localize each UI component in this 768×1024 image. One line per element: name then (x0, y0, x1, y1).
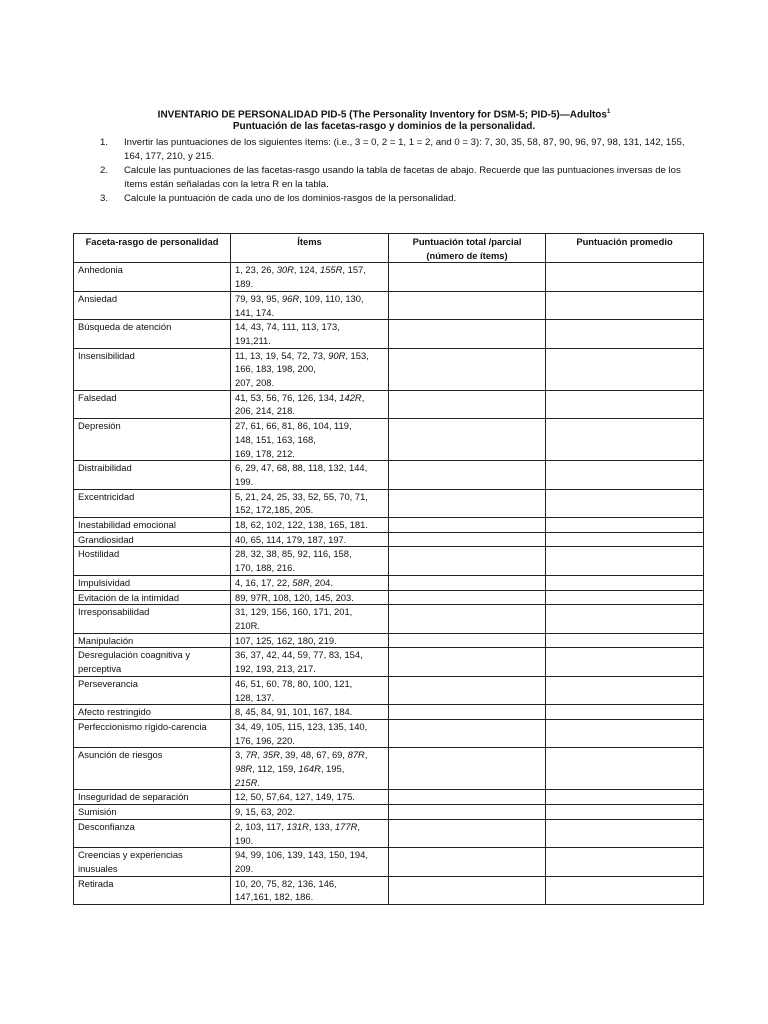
reverse-scored-item: 96R (281, 292, 300, 304)
items-cell: 6, 29, 47, 68, 88, 118, 132, 144, 199. (231, 461, 389, 489)
facet-name-cell: Ansiedad (74, 291, 231, 319)
items-cell: 9, 15, 63, 202. (231, 805, 389, 820)
total-score-cell[interactable] (389, 819, 546, 847)
items-cell: 27, 61, 66, 81, 86, 104, 119, 148, 151, 163, 168, 169, 178, 212. (231, 419, 389, 461)
reverse-scored-item: 58R (292, 576, 310, 588)
document-subtitle: Puntuación de las facetas-rasgo y dominios de la personalidad. (232, 121, 536, 132)
reverse-scored-item: 142R (339, 391, 362, 403)
average-score-cell[interactable] (546, 320, 704, 348)
facet-scoring-table (73, 233, 704, 905)
total-score-cell[interactable] (389, 518, 546, 533)
facet-name-cell: Grandiosidad (74, 532, 231, 547)
table-row (74, 390, 704, 418)
total-score-cell[interactable] (389, 790, 546, 805)
facet-name-cell: Afecto restringido (74, 705, 231, 720)
instruction-item: 1. Invertir las puntuaciones de los siguientes ítems: (i.e., 3 = 0, 2 = 1, 1 = 2, and 0 = 3): 7, 30, 35, 58, 87, 90, 96, 97, 98, 131, 142, 155, 164, 177, 210, y 215. (100, 137, 685, 162)
reverse-scored-item: 164R (298, 763, 321, 775)
table-row (74, 819, 704, 847)
header-average-score: Puntuación promedio (546, 234, 704, 263)
total-score-cell[interactable] (389, 419, 546, 461)
reverse-scored-item: 98R (235, 763, 253, 775)
facet-name-cell: Búsqueda de atención (74, 320, 231, 348)
total-score-cell[interactable] (389, 390, 546, 418)
total-score-cell[interactable] (389, 489, 546, 517)
table-row (74, 419, 704, 461)
facet-name-cell: Distraibilidad (74, 461, 231, 489)
table-row (74, 605, 704, 633)
instruction-item: 3. Calcule la puntuación de cada uno de los dominios-rasgos de la personalidad. (100, 193, 457, 204)
items-cell: 79, 93, 95, 96R, 109, 110, 130, 141, 174. (231, 291, 389, 319)
table-row (74, 676, 704, 704)
reverse-scored-item: 177R (334, 820, 358, 832)
total-score-cell[interactable] (389, 876, 546, 904)
facet-name-cell: Hostilidad (74, 547, 231, 575)
average-score-cell[interactable] (546, 605, 704, 633)
average-score-cell[interactable] (546, 461, 704, 489)
items-cell: 1, 23, 26, 30R, 124, 155R, 157, 189. (231, 263, 389, 291)
total-score-cell[interactable] (389, 461, 546, 489)
reverse-scored-item: 87R (347, 749, 365, 761)
average-score-cell[interactable] (546, 848, 704, 876)
table-row (74, 461, 704, 489)
table-row (74, 489, 704, 517)
total-score-cell[interactable] (389, 805, 546, 820)
average-score-cell[interactable] (546, 633, 704, 648)
average-score-cell[interactable] (546, 590, 704, 605)
items-cell: 4, 16, 17, 22, 58R, 204. (231, 575, 389, 590)
table-row (74, 547, 704, 575)
facet-name-cell: Creencias y experiencias inusuales (74, 848, 231, 876)
items-cell: 34, 49, 105, 115, 123, 135, 140, 176, 196, 220. (231, 719, 389, 747)
table-row (74, 633, 704, 648)
facet-name-cell: Falsedad (74, 390, 231, 418)
reverse-scored-item: 215R (235, 776, 258, 788)
average-score-cell[interactable] (546, 263, 704, 291)
total-score-cell[interactable] (389, 320, 546, 348)
items-cell: 31, 129, 156, 160, 171, 201, 210R. (231, 605, 389, 633)
facet-name-cell: Irresponsabilidad (74, 605, 231, 633)
average-score-cell[interactable] (546, 719, 704, 747)
table-row (74, 848, 704, 876)
facet-name-cell: Inseguridad de separación (74, 790, 231, 805)
facet-name-cell: Depresión (74, 419, 231, 461)
total-score-cell[interactable] (389, 748, 546, 790)
average-score-cell[interactable] (546, 575, 704, 590)
table-row (74, 291, 704, 319)
items-cell: 41, 53, 56, 76, 126, 134, 142R, 206, 214, 218. (231, 390, 389, 418)
total-score-cell[interactable] (389, 575, 546, 590)
items-cell: 11, 13, 19, 54, 72, 73, 90R, 153, 166, 183, 198, 200, 207, 208. (231, 348, 389, 390)
facet-name-cell: Desconfianza (74, 819, 231, 847)
facet-name-cell: Insensibilidad (74, 348, 231, 390)
average-score-cell[interactable] (546, 489, 704, 517)
table-row (74, 575, 704, 590)
average-score-cell[interactable] (546, 676, 704, 704)
facet-name-cell: Perfeccionismo rígido-carencia (74, 719, 231, 747)
table-row (74, 705, 704, 720)
header-total-score: Puntuación total /parcial (número de ítems) (389, 234, 546, 263)
items-cell: 36, 37, 42, 44, 59, 77, 83, 154, 192, 193, 213, 217. (231, 648, 389, 676)
table-header-row (74, 234, 704, 263)
reverse-scored-item: 35R (262, 749, 280, 761)
table-row (74, 263, 704, 291)
average-score-cell[interactable] (546, 419, 704, 461)
reverse-scored-item: 155R (319, 264, 343, 276)
document-title: INVENTARIO DE PERSONALIDAD PID-5 (The Personality Inventory for DSM-5; PID-5)—Adultos$^1$ (157, 109, 611, 121)
items-cell: 46, 51, 60, 78, 80, 100, 121, 128, 137. (231, 676, 389, 704)
items-cell: 107, 125, 162, 180, 219. (231, 633, 389, 648)
items-cell: 3, 7R, 35R, 39, 48, 67, 69, 87R, 98R, 112, 159, 164R, 195, 215R. (231, 748, 389, 790)
facet-name-cell: Impulsividad (74, 575, 231, 590)
facet-name-cell: Manipulación (74, 633, 231, 648)
items-cell: 5, 21, 24, 25, 33, 52, 55, 70, 71, 152, 172,185, 205. (231, 489, 389, 517)
average-score-cell[interactable] (546, 805, 704, 820)
facet-name-cell: Inestabilidad emocional (74, 518, 231, 533)
table-row (74, 748, 704, 790)
reverse-scored-item: 131R (286, 820, 309, 832)
header-facet: Faceta-rasgo de personalidad (74, 234, 231, 263)
average-score-cell[interactable] (546, 348, 704, 390)
instruction-item: 2. Calcule las puntuaciones de las facetas-rasgo usando la tabla de facetas de abajo. Recuerde que las puntuaciones inversas de los ítems están señaladas con la letra R en la tabla. (100, 165, 681, 190)
average-score-cell[interactable] (546, 291, 704, 319)
total-score-cell[interactable] (389, 633, 546, 648)
items-cell: 18, 62, 102, 122, 138, 165, 181. (231, 518, 389, 533)
items-cell: 14, 43, 74, 111, 113, 173, 191,211. (231, 320, 389, 348)
table-row (74, 876, 704, 904)
table-row (74, 348, 704, 390)
table-row (74, 805, 704, 820)
total-score-cell[interactable] (389, 291, 546, 319)
items-cell: 8, 45, 84, 91, 101, 167, 184. (231, 705, 389, 720)
table-row (74, 518, 704, 533)
title-footnote-marker: 1 (606, 109, 611, 115)
facet-name-cell: Perseverancia (74, 676, 231, 704)
table-row (74, 648, 704, 676)
table-row (74, 532, 704, 547)
facet-name-cell: Sumisión (74, 805, 231, 820)
average-score-cell[interactable] (546, 532, 704, 547)
table-body (74, 263, 704, 905)
items-cell: 10, 20, 75, 82, 136, 146, 147,161, 182, 186. (231, 876, 389, 904)
total-score-cell[interactable] (389, 648, 546, 676)
total-score-cell[interactable] (389, 719, 546, 747)
items-cell: 94, 99, 106, 139, 143, 150, 194, 209. (231, 848, 389, 876)
reverse-scored-item: 90R (328, 349, 346, 361)
average-score-cell[interactable] (546, 547, 704, 575)
facet-name-cell: Evitación de la intimidad (74, 590, 231, 605)
table-row (74, 590, 704, 605)
header-items: Ítems (231, 234, 389, 263)
average-score-cell[interactable] (546, 390, 704, 418)
average-score-cell[interactable] (546, 819, 704, 847)
reverse-scored-item: 30R (276, 264, 294, 276)
table-row (74, 320, 704, 348)
average-score-cell[interactable] (546, 705, 704, 720)
table-row (74, 719, 704, 747)
average-score-cell[interactable] (546, 748, 704, 790)
items-cell: 89, 97R, 108, 120, 145, 203. (231, 590, 389, 605)
average-score-cell[interactable] (546, 518, 704, 533)
total-score-cell[interactable] (389, 532, 546, 547)
items-cell: 28, 32, 38, 85, 92, 116, 158, 170, 188, 216. (231, 547, 389, 575)
reverse-scored-item: 7R (245, 749, 258, 761)
facet-name-cell: Anhedonia (74, 263, 231, 291)
items-cell: 12, 50, 57,64, 127, 149, 175. (231, 790, 389, 805)
facet-name-cell: Excentricidad (74, 489, 231, 517)
facet-name-cell: Retirada (74, 876, 231, 904)
total-score-cell[interactable] (389, 547, 546, 575)
total-score-cell[interactable] (389, 848, 546, 876)
facet-name-cell: Asunción de riesgos (74, 748, 231, 790)
table-row (74, 790, 704, 805)
total-score-cell[interactable] (389, 676, 546, 704)
total-score-cell[interactable] (389, 348, 546, 390)
average-score-cell[interactable] (546, 790, 704, 805)
total-score-cell[interactable] (389, 605, 546, 633)
total-score-cell[interactable] (389, 705, 546, 720)
average-score-cell[interactable] (546, 648, 704, 676)
instructions-list (100, 136, 700, 206)
average-score-cell[interactable] (546, 876, 704, 904)
total-score-cell[interactable] (389, 590, 546, 605)
total-score-cell[interactable] (389, 263, 546, 291)
items-cell: 40, 65, 114, 179, 187, 197. (231, 532, 389, 547)
items-cell: 2, 103, 117, 131R, 133, 177R, 190. (231, 819, 389, 847)
facet-name-cell: Desregulación coagnitiva y perceptiva (74, 648, 231, 676)
